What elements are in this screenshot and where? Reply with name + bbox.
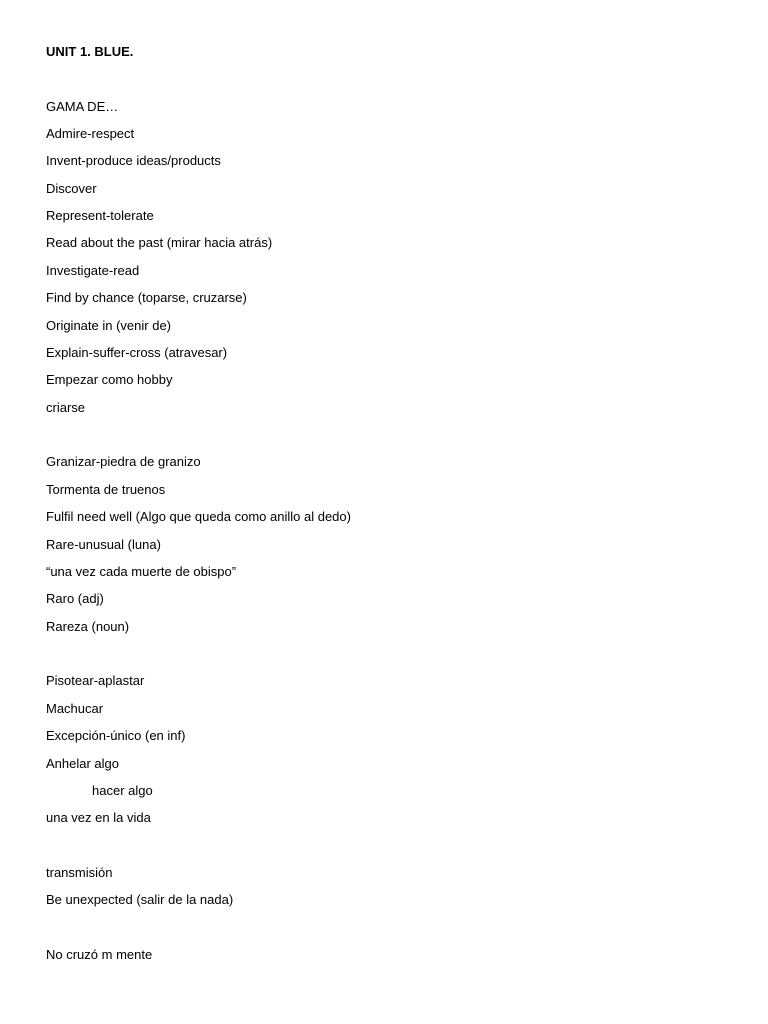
text-line: GAMA DE…	[46, 99, 119, 114]
text-line: Discover	[46, 181, 97, 196]
text-line: hacer algo	[92, 783, 153, 798]
text-line: Rare-unusual (luna)	[46, 537, 161, 552]
text-line: Admire-respect	[46, 126, 135, 141]
text-line: Raro (adj)	[46, 591, 104, 606]
text-line: Anhelar algo	[46, 756, 119, 771]
text-line: Originate in (venir de)	[46, 318, 171, 333]
text-line: Be unexpected (salir de la nada)	[46, 892, 234, 907]
text-line: Rareza (noun)	[46, 619, 130, 634]
text-line: Invent-produce ideas/products	[46, 153, 221, 168]
text-line: No cruzó m mente	[46, 947, 153, 962]
text-line: Fulfil need well (Algo que queda como anillo al dedo)	[46, 509, 351, 524]
text-line: Excepción-único (en inf)	[46, 728, 186, 743]
text-line: Read about the past (mirar hacia atrás)	[46, 235, 273, 250]
text-line: transmisión	[46, 865, 113, 880]
text-line: Machucar	[46, 701, 104, 716]
document-title: UNIT 1. BLUE.	[46, 44, 134, 59]
text-line: Explain-suffer-cross (atravesar)	[46, 345, 228, 360]
text-line: “una vez cada muerte de obispo”	[46, 564, 237, 579]
text-line: Find by chance (toparse, cruzarse)	[46, 290, 247, 305]
text-line: Empezar como hobby	[46, 372, 173, 387]
text-line: Represent-tolerate	[46, 208, 154, 223]
text-line: una vez en la vida	[46, 810, 151, 825]
text-line: Pisotear-aplastar	[46, 673, 145, 688]
text-line: criarse	[46, 400, 86, 415]
text-line: Tormenta de truenos	[46, 482, 166, 497]
text-line: Investigate-read	[46, 263, 140, 278]
text-line: Granizar-piedra de granizo	[46, 454, 201, 469]
